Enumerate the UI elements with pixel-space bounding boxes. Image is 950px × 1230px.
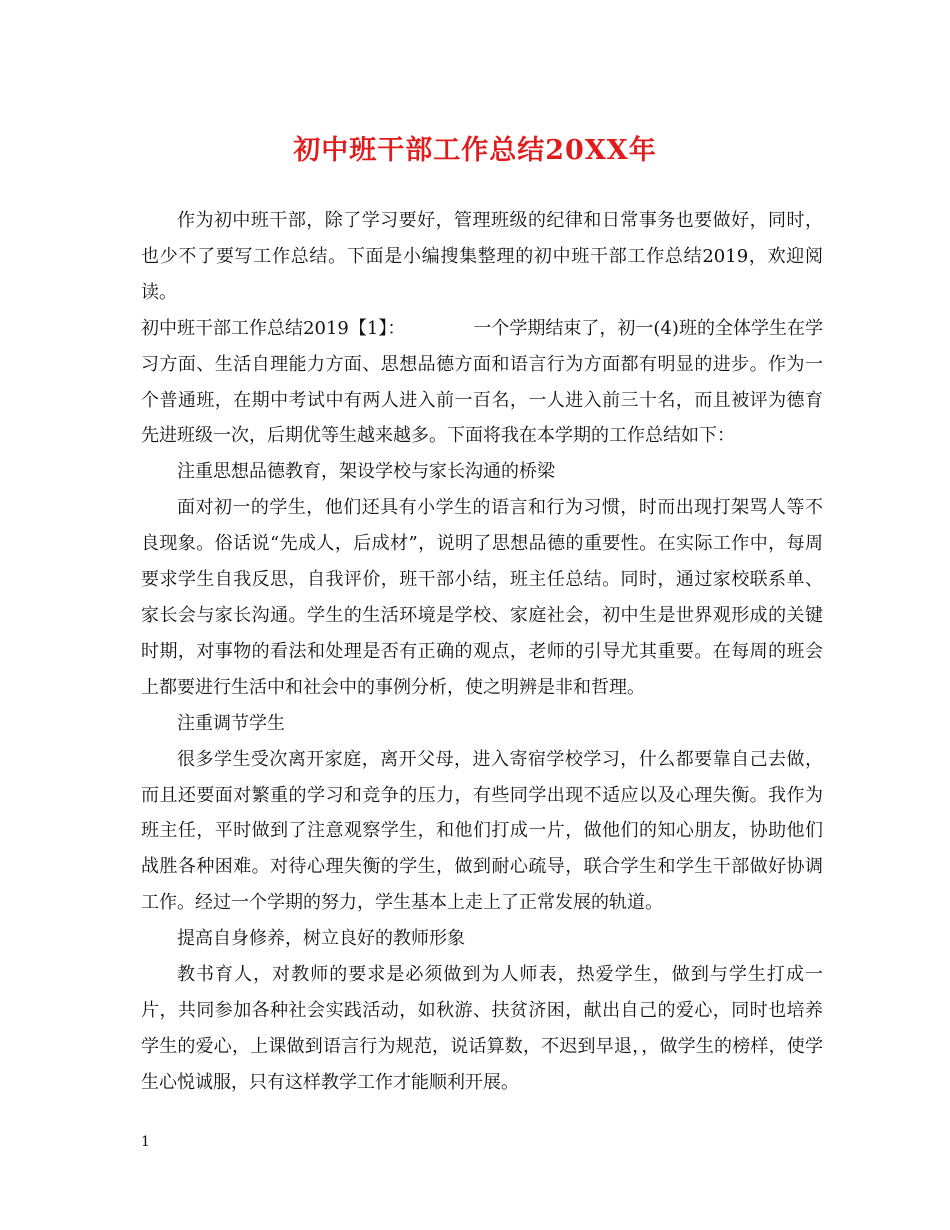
subheading-teacher-image: 提高自身修养，树立良好的教师形象 [177,928,465,950]
intro-paragraph: 作为初中班干部，除了学习要好，管理班级的纪律和日常事务也要做好，同时，也少不了要写工作总结。下面是小编搜集整理的初中班干部工作总结2019，欢迎阅读。 [141,210,823,303]
summary-text: 一个学期结束了，初一(4)班的全体学生在学习方面、生活自理能力方面、思想品德方面和语言行为方面都有明显的进步。作为一个普通班，在期中考试中有两人进入前一百名，一人进入前三十名，而且被评为德育先进班级一次，后期优等生越来越多。下面将我在本学期的工作总结如下： [141,317,823,447]
page-number: 1 [141,1134,150,1150]
document-title: 初中班干部工作总结20XX年 [293,135,657,166]
student-adjustment-paragraph: 很多学生受次离开家庭，离开父母，进入寄宿学校学习，什么都要靠自己去做，而且还要面对繁重的学习和竞争的压力，有些同学出现不适应以及心理失衡。我作为班主任，平时做到了注意观察学生，和他们打成一片，做他们的知心朋友，协助他们战胜各种困难。对待心理失衡的学生，做到耐心疏导，联合学生和学生干部做好协调工作。经过一个学期的努力，学生基本上走上了正常发展的轨道。 [141,748,823,914]
subheading-student-adjustment: 注重调节学生 [177,712,285,734]
teacher-image-paragraph: 教书育人，对教师的要求是必须做到为人师表，热爱学生，做到与学生打成一片，共同参加各种社会实践活动，如秋游、扶贫济困，献出自己的爱心，同时也培养学生的爱心，上课做到语言行为规范，说话算数，不迟到早退，，做学生的榜样，使学生心悦诚服，只有这样教学工作才能顺利开展。 [141,964,823,1093]
moral-education-paragraph: 面对初一的学生，他们还具有小学生的语言和行为习惯，时而出现打架骂人等不良现象。俗话说“先成人，后成材”，说明了思想品德的重要性。在实际工作中，每周要求学生自我反思，自我评价，班干部小结，班主任总结。同时，通过家校联系单、家长会与家长沟通。学生的生活环境是学校、家庭社会，初中生是世界观形成的关键时期，对事物的看法和处理是否有正确的观点，老师的引导尤其重要。在每周的班会上都要进行生活中和社会中的事例分析，使之明辨是非和哲理。 [141,497,823,698]
summary-paragraph [141,311,823,455]
subheading-moral-education: 注重思想品德教育，架设学校与家长沟通的桥梁 [177,461,555,483]
section-heading-inline: 初中班干部工作总结2019【1】： [141,317,406,339]
document-body [141,203,823,1101]
